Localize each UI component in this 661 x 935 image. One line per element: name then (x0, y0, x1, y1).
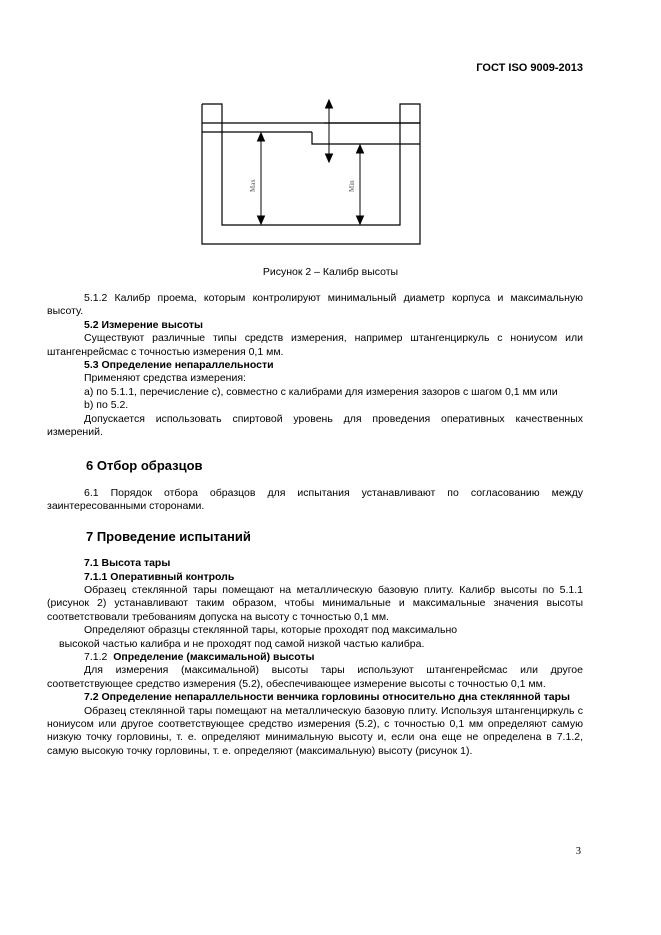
document-body (47, 292, 583, 758)
heading-7-1-1: 7.1.1 Оперативный контроль (84, 570, 235, 583)
heading-7-1: 7.1 Высота тары (84, 557, 171, 570)
para-6-1: 6.1 Порядок отбора образцов для испытания устанавливают по согласованию между заинтересованными сторонами. (47, 486, 583, 513)
para-7-2: Образец стеклянной тары помещают на металлическую базовую плиту. Используя штангенциркуль с нониусом или другое соответствующее средство измерения (5.2), с точностью 0,1 мм определяют самую низкую точку горловины, т. е. определяют минимальную высоту и, если она еще не определена в 7.1.2, самую высокую точку горловины, т. е. определяют (максимальную) высоту (рисунок 1). (47, 704, 583, 757)
heading-section-7: 7 Проведение испытаний (86, 528, 251, 544)
label-max: Max (249, 179, 257, 192)
para-5-3-d: Допускается использовать спиртовой уровень для проведения оперативных качественных измерений. (47, 412, 583, 439)
heading-7-1-2-title: Определение (максимальной) высоты (113, 650, 315, 663)
document-header: ГОСТ ISO 9009-2013 (476, 62, 583, 74)
gauge-outline (202, 104, 420, 244)
para-7-1-2: Для измерения (максимальной) высоты тары используют штангенрейсмас или другое соответствующее средство измерения (5.2), обеспечивающее измерение высоты с точностью 0,1 мм. (47, 664, 583, 690)
para-5-3-a: Применяют средства измерения: (84, 372, 246, 385)
para-5-1-2: 5.1.2 Калибр проема, которым контролируют минимальный диаметр корпуса и максимальную высоту. (47, 292, 583, 318)
label-min: Min (348, 180, 356, 192)
para-7-1-1-b-line2: высокой частью калибра и не проходят под самой низкой частью калибра. (59, 637, 425, 650)
height-gauge-figure (195, 97, 425, 249)
heading-section-6: 6 Отбор образцов (86, 458, 203, 474)
heading-5-3: 5.3 Определение непараллельности (84, 359, 274, 372)
heading-7-1-2 (47, 651, 583, 664)
page-number: 3 (575, 846, 581, 857)
para-7-1-1-b-line1: Определяют образцы стеклянной тары, которые проходят под максимально (84, 624, 458, 637)
heading-7-1-2-number: 7.1.2 (84, 650, 108, 663)
heading-7-2: 7.2 Определение непараллельности венчика горловины относительно дна стеклянной тары (84, 691, 570, 704)
para-5-3-c: b) по 5.2. (84, 399, 129, 412)
figure-caption: Рисунок 2 – Калибр высоты (262, 266, 399, 278)
para-5-2: Существуют различные типы средств измерения, например штангенциркуль с нониусом или штангенрейсмас с точностью измерения 0,1 мм. (47, 332, 583, 358)
para-5-3-b: а) по 5.1.1, перечисление с), совместно с калибрами для измерения зазоров с шагом 0,1 мм или (84, 385, 558, 398)
para-7-1-1-a: Образец стеклянной тары помещают на металлическую базовую плиту. Калибр высоты по 5.1.1 (рисунок 2) устанавливают таким образом, чтобы минимальные и максимальные значения высоты соответствовали требованиям допуска на высоту с точностью 0,1 мм. (47, 583, 583, 623)
heading-5-2: 5.2 Измерение высоты (84, 318, 203, 331)
